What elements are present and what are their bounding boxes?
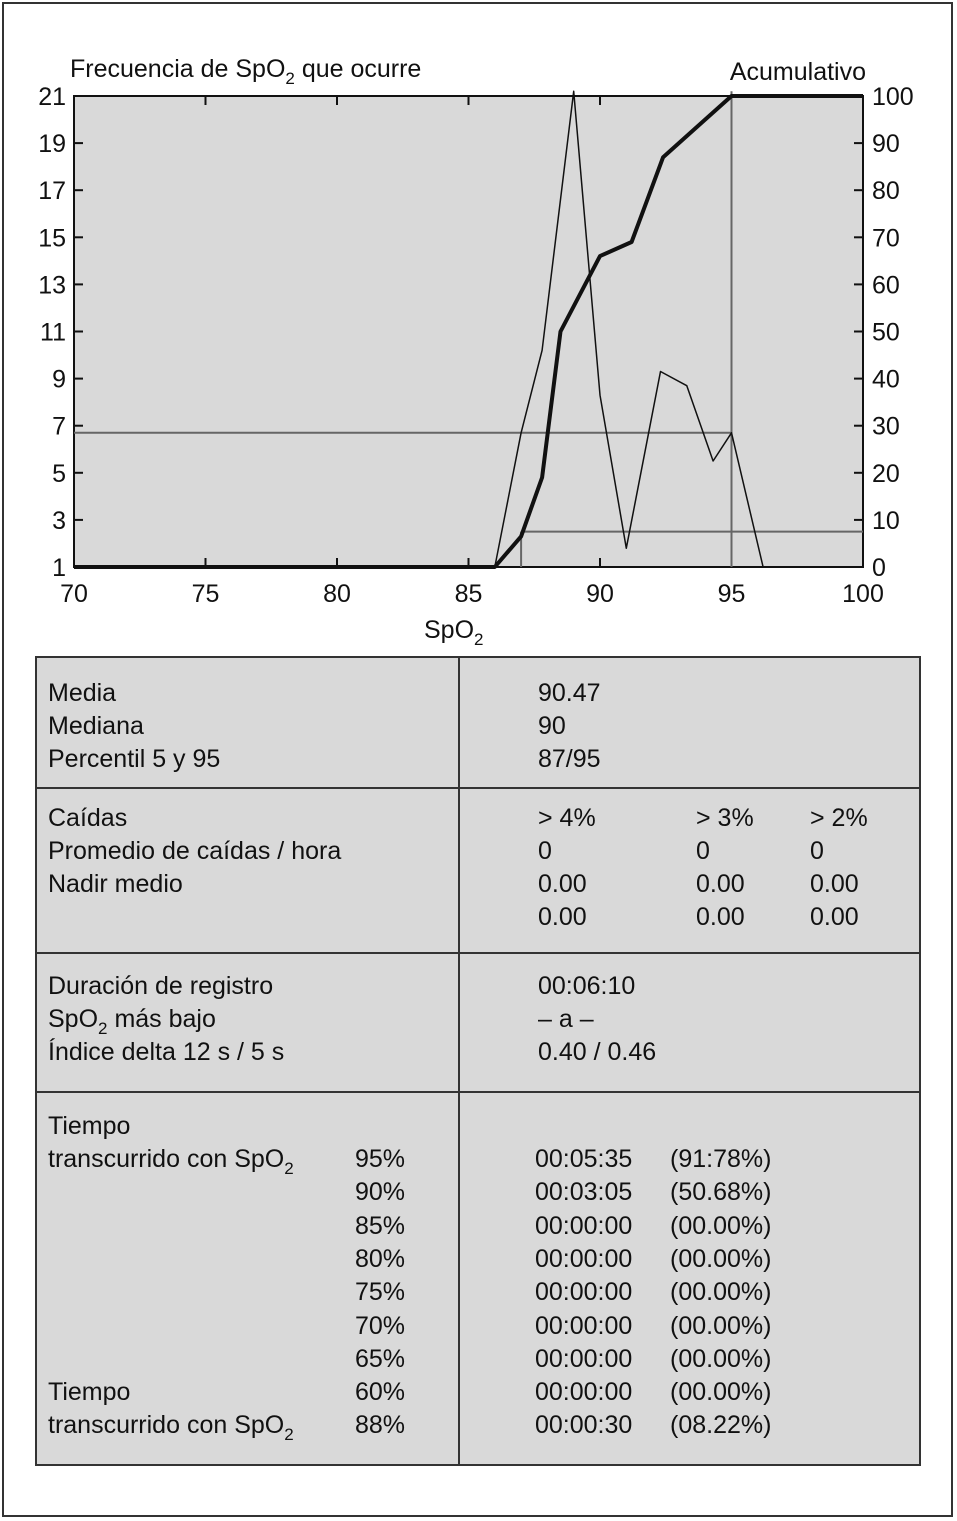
stats-panel [35, 656, 921, 1466]
time-row-duration: 00:00:30 [535, 1411, 633, 1440]
label-indice: Índice delta 12 s / 5 s [48, 1038, 285, 1066]
y-left-tick-label: 3 [52, 506, 66, 535]
label-transcurrido-text: transcurrido con SpO [48, 1411, 285, 1439]
y-right-tick-label: 0 [872, 554, 886, 582]
label-tiempo-1: Tiempo [48, 1112, 131, 1140]
y-right-tick-label: 10 [872, 506, 900, 535]
col1-value: 0.00 [538, 903, 587, 931]
value-mediana: 90 [538, 712, 566, 740]
col1-header: > 4% [538, 804, 596, 832]
time-row-threshold: 75% [354, 1278, 405, 1307]
col3-value: 0 [810, 837, 824, 865]
y-left-tick-label: 7 [52, 412, 66, 441]
label-promedio: Promedio de caídas / hora [48, 837, 342, 865]
time-row-threshold: 80% [354, 1244, 405, 1273]
section-caidas [37, 789, 919, 954]
time-row-percent: (00.00%) [670, 1244, 772, 1273]
x-tick-label: 70 [60, 580, 88, 608]
x-tick-label: 90 [586, 580, 614, 608]
spo2-chart [0, 0, 957, 650]
label-transcurrido-1 [48, 1143, 294, 1178]
y-right-tick-label: 60 [872, 271, 900, 300]
time-row-duration: 00:00:00 [535, 1311, 633, 1340]
value-media: 90.47 [538, 679, 601, 707]
value-indice: 0.40 / 0.46 [538, 1038, 657, 1066]
y-left-tick-label: 11 [40, 318, 66, 347]
time-row-threshold: 88% [354, 1411, 405, 1440]
col2-header: > 3% [696, 804, 754, 832]
label-transcurrido-text: transcurrido con SpO [48, 1145, 285, 1173]
label-duracion: Duración de registro [48, 972, 274, 1000]
y-left-tick-label: 13 [38, 271, 66, 300]
time-row-percent: (00.00%) [670, 1378, 772, 1407]
y-right-tick-label: 100 [872, 83, 914, 111]
section-summary [37, 658, 919, 789]
time-row-threshold: 95% [354, 1145, 405, 1173]
y-right-tick-label: 80 [872, 177, 900, 206]
time-row-duration: 00:00:00 [535, 1211, 633, 1240]
y-left-tick-label: 17 [38, 177, 66, 206]
x-tick-label: 95 [717, 580, 746, 608]
label-spo2-text: SpO [48, 1005, 99, 1033]
time-row-duration: 00:00:00 [535, 1344, 633, 1373]
y-right-title: Acumulativo [729, 58, 866, 86]
y-left-title: Frecuencia de SpO$_2$ que ocurre [70, 55, 422, 88]
y-left-tick-label: 9 [52, 365, 66, 394]
label-caidas: Caídas [48, 804, 128, 832]
time-row-duration: 00:00:00 [535, 1378, 633, 1407]
time-row-duration: 00:00:00 [535, 1278, 633, 1307]
section-tiempo [37, 1093, 919, 1464]
time-row-percent: (00.00%) [670, 1311, 772, 1340]
time-row-threshold: 85% [354, 1211, 405, 1240]
time-row-threshold: 70% [354, 1311, 405, 1340]
time-row-percent: (00.00%) [670, 1211, 772, 1240]
time-row-threshold: 60% [354, 1378, 405, 1407]
label-transcurrido-sub: 2 [284, 1159, 294, 1178]
col2-value: 0.00 [696, 870, 745, 898]
label-transcurrido-sub: 2 [284, 1425, 294, 1444]
time-row-percent: (08.22%) [670, 1411, 772, 1440]
col1-value: 0 [538, 837, 552, 865]
x-axis-title: SpO$_2$ [424, 616, 484, 649]
time-row-percent: (91:78%) [670, 1145, 772, 1173]
label-spo2-post: más bajo [107, 1005, 216, 1033]
time-row-percent: (00.00%) [670, 1278, 772, 1307]
y-right-tick-label: 70 [872, 224, 900, 253]
col3-value: 0.00 [810, 903, 859, 931]
y-right-tick-label: 30 [872, 412, 900, 441]
col1-value: 0.00 [538, 870, 587, 898]
time-row-duration: 00:05:35 [535, 1145, 633, 1173]
x-tick-label: 80 [323, 580, 351, 608]
section-registro [37, 954, 919, 1093]
time-row-percent: (00.00%) [670, 1344, 772, 1373]
x-tick-label: 85 [454, 580, 483, 608]
label-nadir: Nadir medio [48, 870, 183, 898]
y-left-tick-label: 1 [52, 554, 66, 582]
label-spo2-sub: 2 [98, 1019, 108, 1038]
label-transcurrido-2 [48, 1409, 294, 1444]
y-left-tick-label: 21 [38, 83, 66, 111]
time-row-threshold: 65% [354, 1344, 405, 1373]
label-mediana: Mediana [48, 712, 144, 740]
col2-value: 0.00 [696, 903, 745, 931]
value-duracion: 00:06:10 [538, 972, 636, 1000]
y-left-tick-label: 5 [52, 459, 66, 488]
time-row-duration: 00:03:05 [535, 1178, 633, 1207]
time-row-threshold: 90% [354, 1178, 405, 1207]
y-right-tick-label: 90 [872, 130, 900, 159]
time-row-percent: (50.68%) [670, 1178, 772, 1207]
col3-header: > 2% [810, 804, 868, 832]
label-percentil: Percentil 5 y 95 [48, 745, 221, 773]
x-tick-label: 100 [842, 580, 884, 608]
value-spo2-bajo: – a – [538, 1005, 594, 1033]
label-media: Media [48, 679, 117, 707]
y-right-tick-label: 40 [872, 365, 900, 394]
plot-area [74, 96, 863, 567]
label-tiempo-2: Tiempo [48, 1378, 131, 1406]
y-right-tick-label: 20 [872, 459, 900, 488]
y-right-tick-label: 50 [872, 318, 900, 347]
y-left-tick-label: 19 [38, 130, 66, 159]
value-percentil: 87/95 [538, 745, 601, 773]
label-spo2-bajo [48, 1003, 216, 1038]
x-tick-label: 75 [191, 580, 220, 608]
time-row-duration: 00:00:00 [535, 1244, 633, 1273]
col2-value: 0 [696, 837, 710, 865]
col3-value: 0.00 [810, 870, 859, 898]
y-left-tick-label: 15 [38, 224, 66, 253]
